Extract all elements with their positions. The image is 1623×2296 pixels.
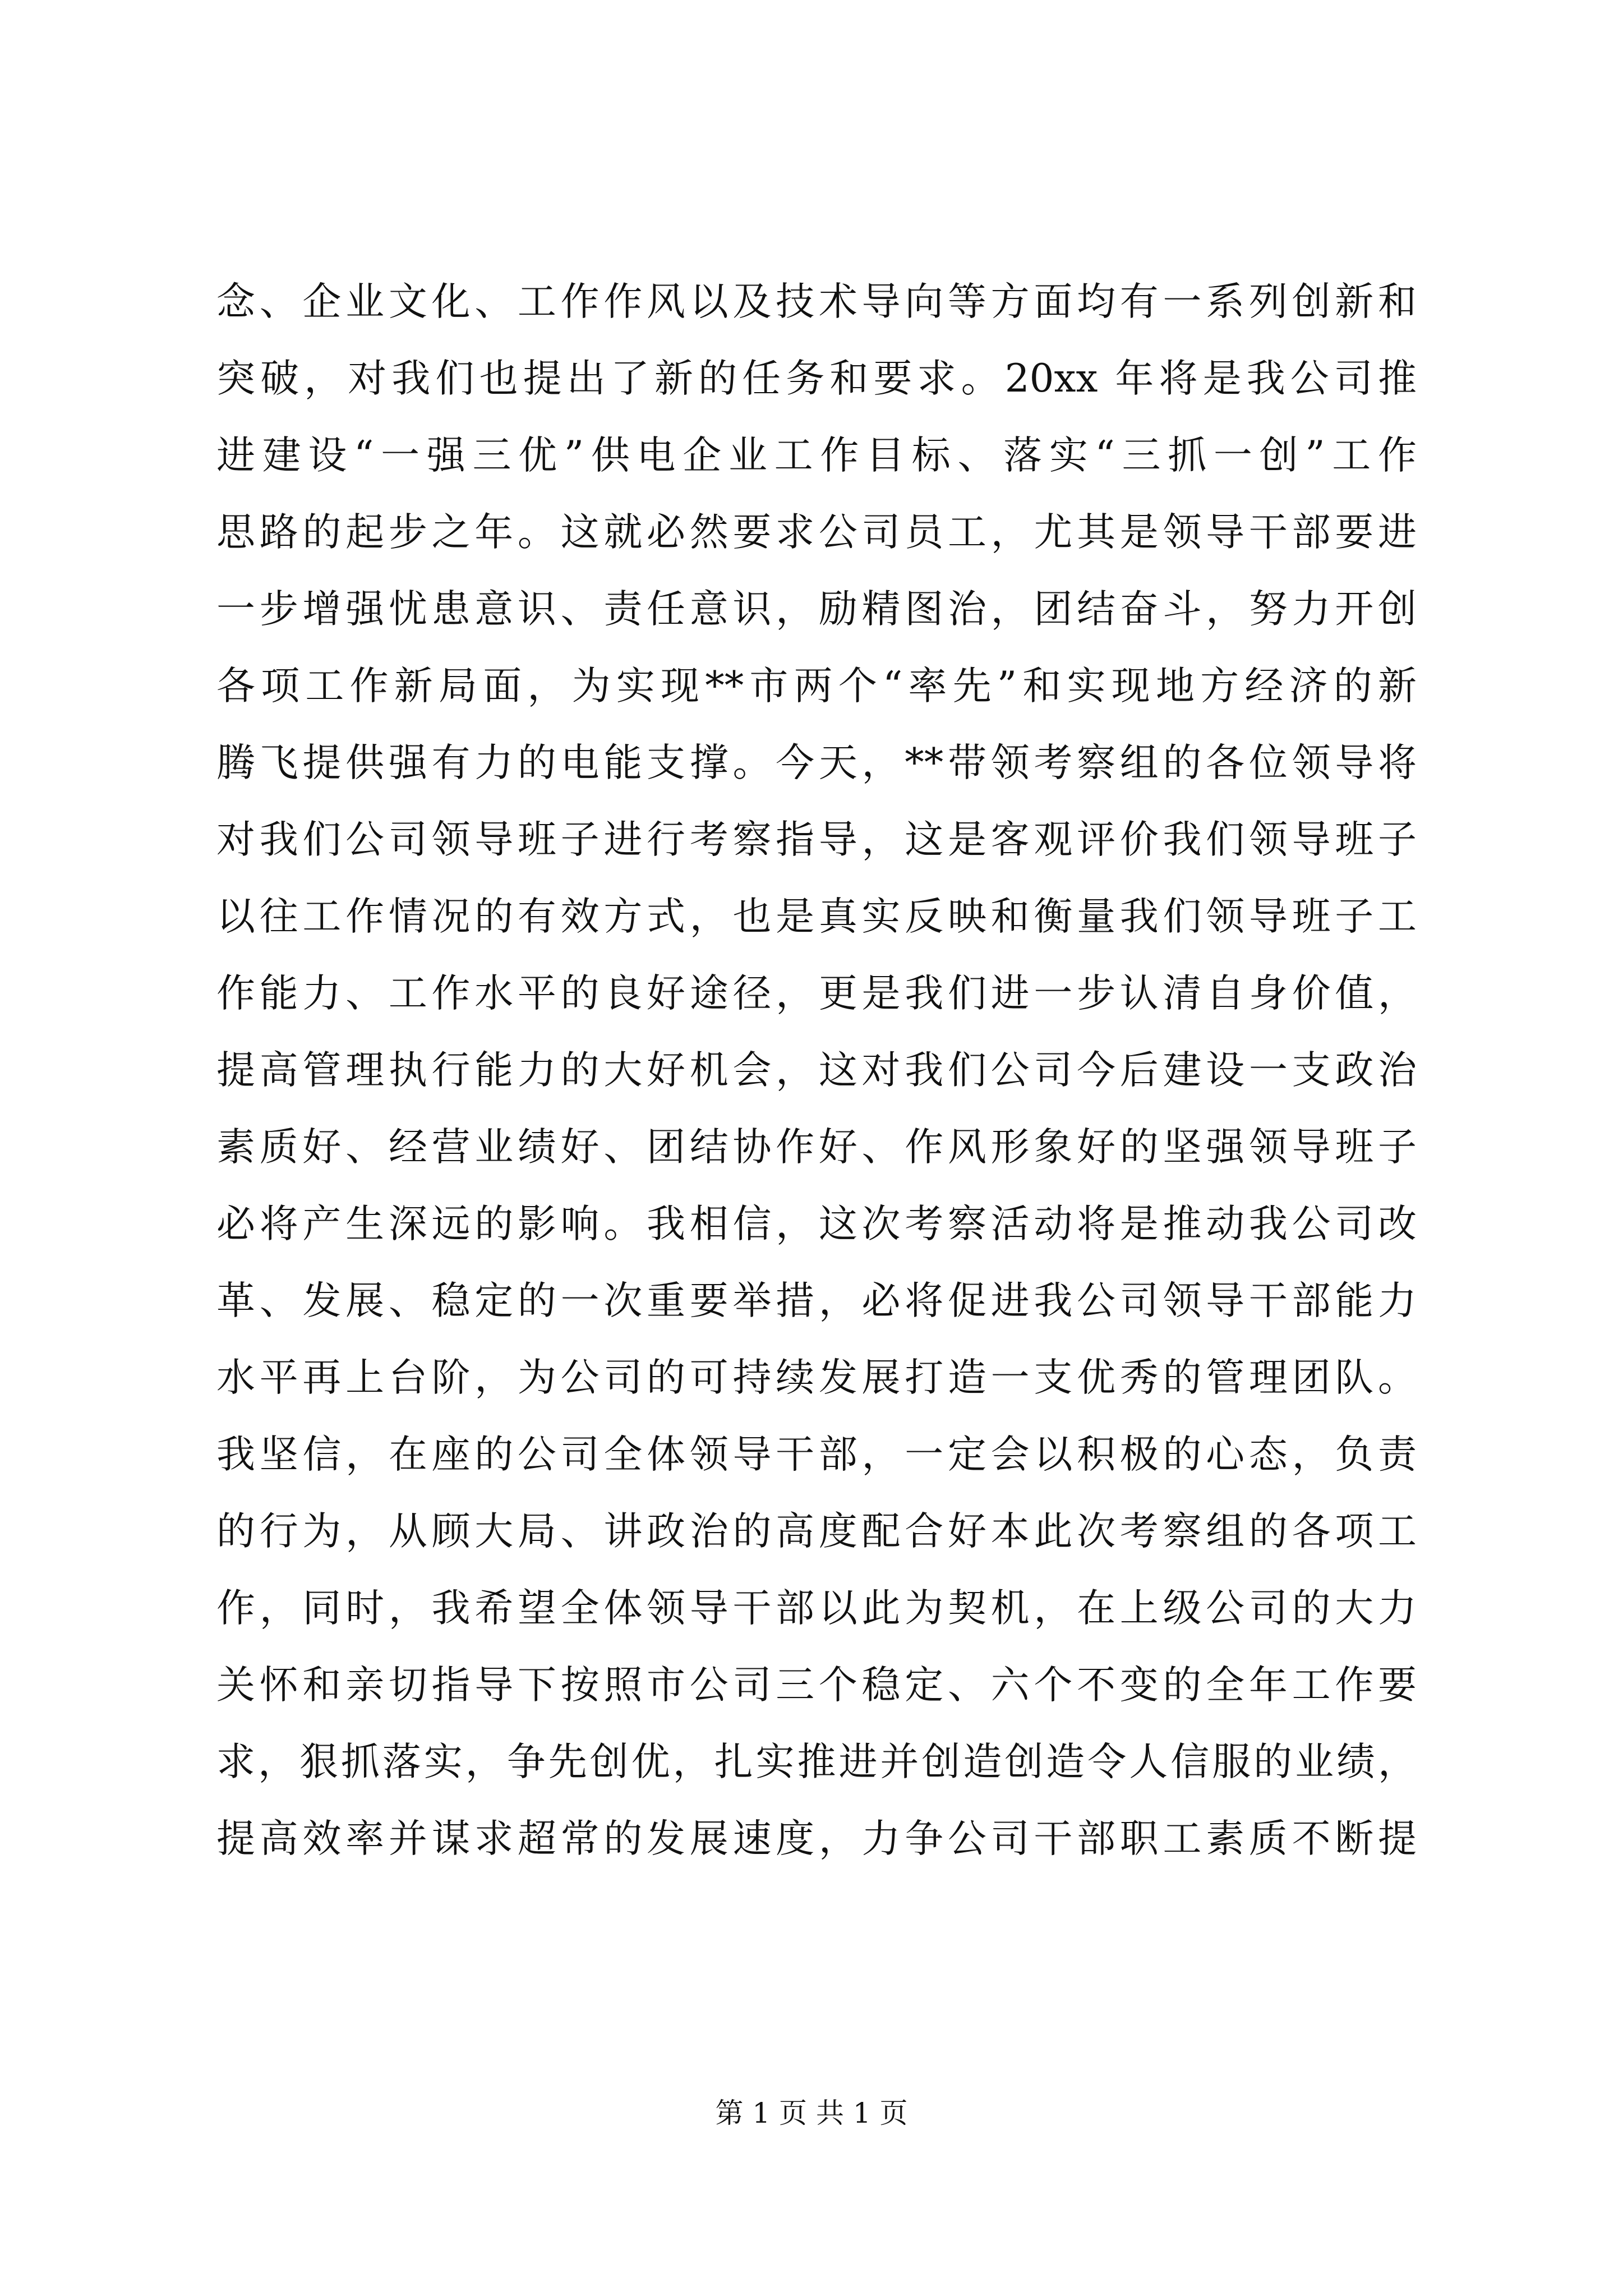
text-line: 提高效率并谋求超常的发展速度，力争公司干部职工素质不断提 (216, 1816, 1417, 1861)
text-line: 素质好、经营业绩好、团结协作好、作风形象好的坚强领导班子 (216, 1125, 1417, 1170)
body-paragraph (216, 264, 1417, 1878)
text-line: 腾飞提供强有力的电能支撑。今天，**带领考察组的各位领导将 (216, 740, 1417, 785)
text-line: 作，同时，我希望全体领导干部以此为契机，在上级公司的大力 (216, 1586, 1417, 1631)
text-line: 提高管理执行能力的大好机会，这对我们公司今后建设一支政治 (216, 1048, 1417, 1093)
text-line: 水平再上台阶，为公司的可持续发展打造一支优秀的管理团队。 (216, 1355, 1417, 1400)
page-number-footer: 第 1 页 共 1 页 (715, 2097, 908, 2129)
text-line: 革、发展、稳定的一次重要举措，必将促进我公司领导干部能力 (216, 1278, 1417, 1323)
text-line: 各项工作新局面，为实现**市两个“率先”和实现地方经济的新 (216, 664, 1417, 708)
text-line: 必将产生深远的影响。我相信，这次考察活动将是推动我公司改 (216, 1202, 1417, 1246)
text-line: 突破，对我们也提出了新的任务和要求。20xx 年将是我公司推 (216, 356, 1417, 401)
text-line: 作能力、工作水平的良好途径，更是我们进一步认清自身价值， (216, 971, 1417, 1016)
text-line: 我坚信，在座的公司全体领导干部，一定会以积极的心态，负责 (216, 1432, 1417, 1477)
text-line: 思路的起步之年。这就必然要求公司员工，尤其是领导干部要进 (216, 510, 1417, 555)
text-line: 对我们公司领导班子进行考察指导，这是客观评价我们领导班子 (216, 817, 1417, 862)
text-line: 念、企业文化、工作作风以及技术导向等方面均有一系列创新和 (216, 279, 1417, 324)
text-line: 求，狠抓落实，争先创优，扎实推进并创造创造令人信服的业绩， (216, 1740, 1417, 1784)
text-line: 进建设“一强三优”供电企业工作目标、落实“三抓一创”工作 (216, 433, 1417, 478)
text-line: 以往工作情况的有效方式，也是真实反映和衡量我们领导班子工 (216, 894, 1417, 939)
text-line: 一步增强忧患意识、责任意识，励精图治，团结奋斗，努力开创 (216, 587, 1417, 632)
text-line: 关怀和亲切指导下按照市公司三个稳定、六个不变的全年工作要 (216, 1663, 1417, 1708)
text-line: 的行为，从顾大局、讲政治的高度配合好本此次考察组的各项工 (216, 1509, 1417, 1554)
